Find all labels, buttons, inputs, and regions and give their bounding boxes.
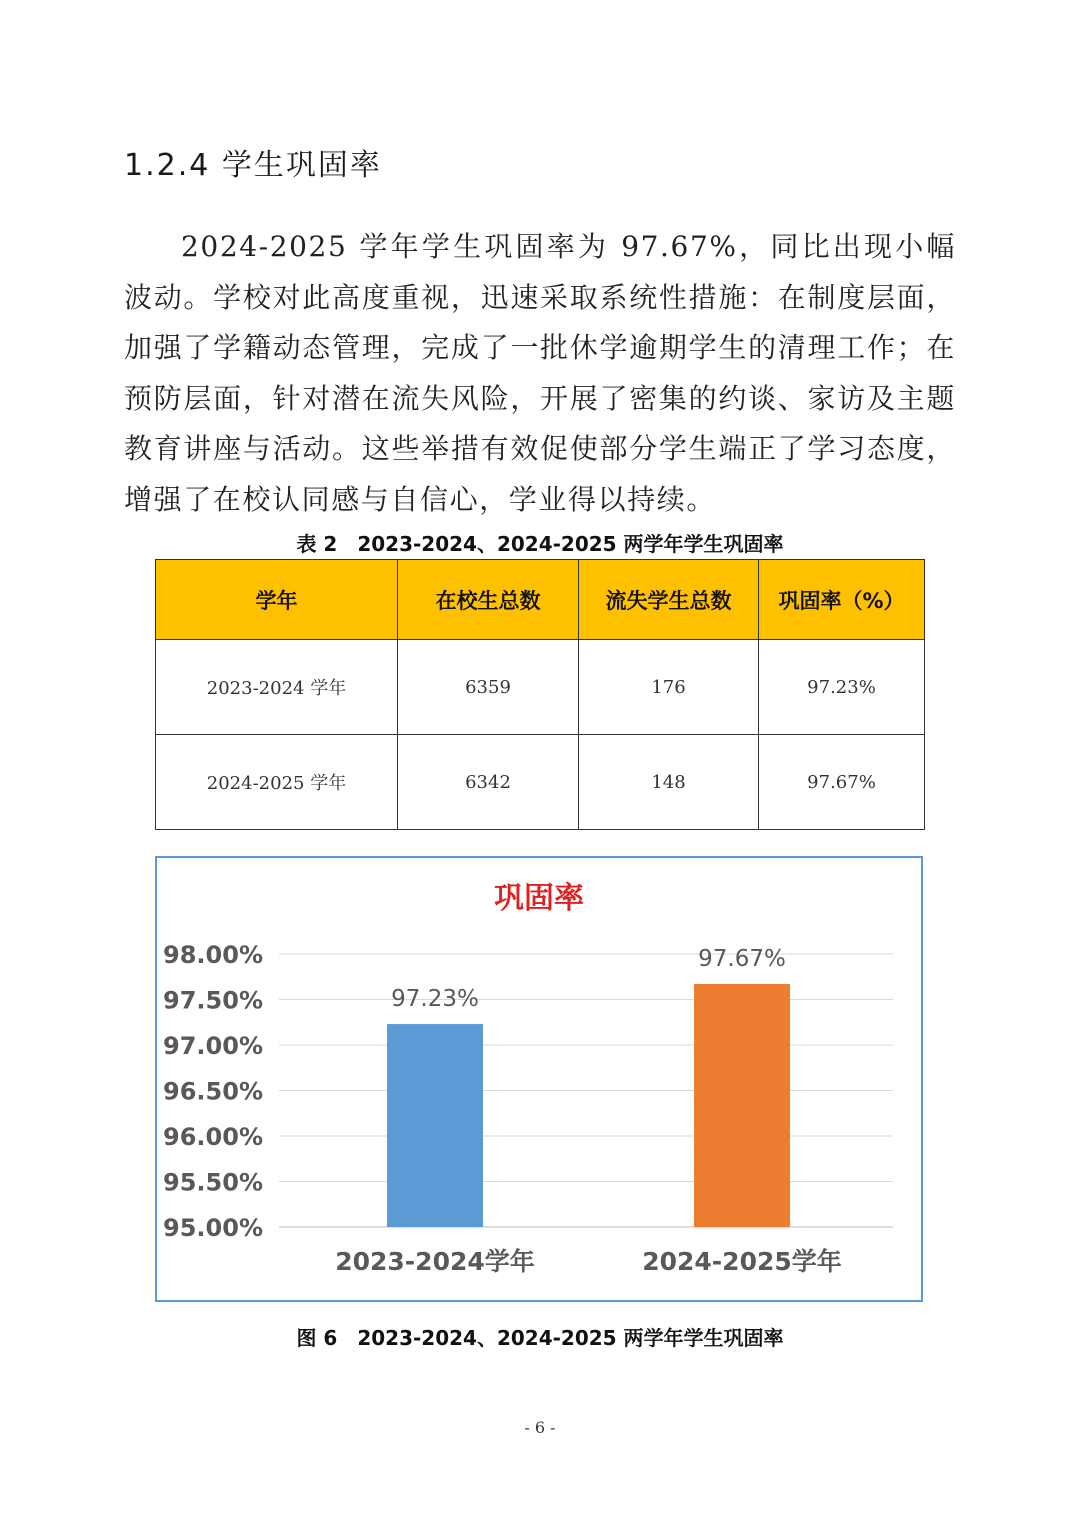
y-tick-label: 98.00%: [163, 941, 263, 969]
table-caption: 表 2 2023-2024、2024-2025 两学年学生巩固率: [296, 532, 784, 556]
table-row: [156, 735, 925, 830]
bar: [387, 1024, 483, 1227]
retention-table: [155, 559, 925, 830]
table-header-row: [156, 560, 925, 640]
cell-enrolled-total: 6342: [398, 735, 579, 830]
y-tick-label: 96.50%: [163, 1077, 263, 1106]
x-tick-label: 2024-2025学年: [642, 1247, 842, 1276]
body-paragraph: 2024-2025 学年学生巩固率为 97.67%，同比出现小幅波动。学校对此高度重视，迅速采取系统性措施：在制度层面，加强了学籍动态管理，完成了一批休学逾期学生的清理工作；在预防层面，针对潜在流失风险，开展了密集的约谈、家访及主题教育讲座与活动。这些举措有效促使部分学生端正了学习态度，增强了在校认同感与自信心，学业得以持续。: [124, 230, 956, 516]
data-label: 97.67%: [698, 946, 786, 973]
header-retention-rate: 巩固率（%）: [759, 560, 925, 640]
header-enrolled-total: 在校生总数: [398, 560, 579, 640]
cell-dropout-total: 148: [579, 735, 759, 830]
y-tick-label: 96.00%: [163, 1123, 263, 1151]
cell-retention-rate: 97.67%: [759, 735, 925, 830]
cell-academic-year: 2024-2025 学年: [156, 735, 398, 830]
x-tick-label: 2023-2024学年: [335, 1247, 535, 1276]
table-row: [156, 640, 925, 735]
y-tick-label: 95.00%: [163, 1214, 263, 1242]
y-tick-label: 95.50%: [163, 1168, 263, 1197]
y-tick-label: 97.50%: [163, 986, 263, 1015]
cell-academic-year: 2023-2024 学年: [156, 640, 398, 735]
retention-bar-chart: [157, 858, 921, 1300]
cell-retention-rate: 97.23%: [759, 640, 925, 735]
figure-caption: 图 6 2023-2024、2024-2025 两学年学生巩固率: [296, 1326, 784, 1350]
bar: [694, 984, 790, 1227]
cell-enrolled-total: 6359: [398, 640, 579, 735]
chart-frame: [155, 856, 923, 1302]
page-number: - 6 -: [524, 1418, 556, 1437]
chart-title: 巩固率: [494, 881, 584, 916]
header-dropout-total: 流失学生总数: [579, 560, 759, 640]
data-label: 97.23%: [391, 986, 479, 1013]
header-academic-year: 学年: [156, 560, 398, 640]
y-tick-label: 97.00%: [163, 1032, 263, 1060]
section-heading: 1.2.4 学生巩固率: [124, 148, 382, 183]
cell-dropout-total: 176: [579, 640, 759, 735]
